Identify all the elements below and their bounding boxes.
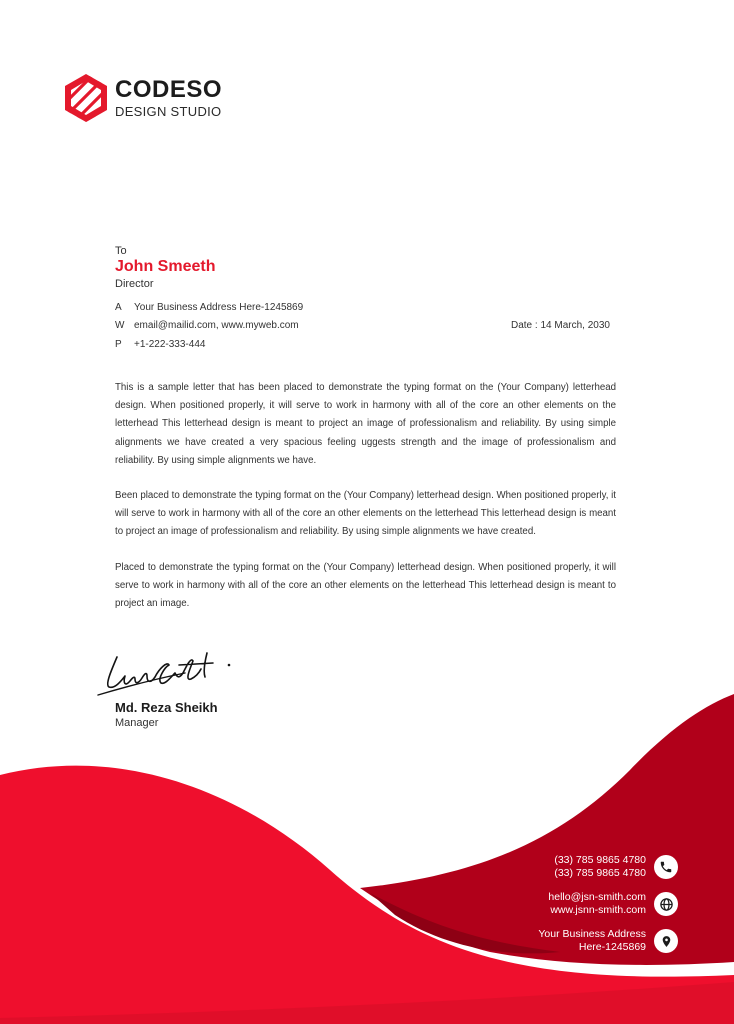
footer-phone-2: (33) 785 9865 4780 [554,867,646,879]
contact-value: email@mailid.com, www.myweb.com [134,320,299,332]
recipient-name: John Smeeth [115,258,216,275]
footer-address-2: Here-1245869 [578,941,646,953]
contact-row-address [115,298,303,317]
contact-row-phone [115,335,303,354]
recipient-block [115,245,303,354]
letter-body [115,379,616,630]
location-pin-icon [654,929,678,953]
footer-contacts [438,854,678,965]
body-paragraph: Been placed to demonstrate the typing format on the (Your Company) letterhead design. When positioned properly, it will serve to work in harmony with all of the core an other elements on the letterhead This letterhead design is meant to project an image of professionalism and reliability. By using simple alignments we have created. [115,490,616,538]
body-paragraph: Placed to demonstrate the typing format on the (Your Company) letterhead design. When positioned properly, it will serve to work in harmony with all of the core an other elements on the letterhead This letterhead design is meant to project an image. [115,561,616,610]
contact-letter: A [115,301,122,313]
to-label: To [115,245,127,257]
contact-row-web [115,317,303,336]
contact-letter: P [115,338,122,350]
signer-name: Md. Reza Sheikh [115,700,218,715]
footer-address-row [438,928,678,954]
brand-subtitle: DESIGN STUDIO [115,104,222,119]
footer-address-1: Your Business Address [538,928,646,940]
footer-web-row [438,891,678,917]
logo-hexagon-icon [62,72,110,124]
recipient-role: Director [115,278,154,290]
recipient-contacts [115,298,303,354]
footer-phone-row [438,854,678,880]
phone-icon [654,855,678,879]
globe-icon [654,892,678,916]
footer-website: www.jsnn-smith.com [550,904,646,916]
contact-letter: W [115,320,125,332]
brand-name: CODESO [115,76,223,103]
brand-logo [62,72,222,124]
footer-phone-1: (33) 785 9865 4780 [554,854,646,866]
signer-role: Manager [115,717,159,729]
letter-date: Date : 14 March, 2030 [511,320,610,331]
contact-value: +1-222-333-444 [134,338,206,350]
body-paragraph: This is a sample letter that has been placed to demonstrate the typing format on the (Your Company) letterhead design. When positioned properly, it will serve to work in harmony with all of the core an other elements on the letterhead This letterhead design is meant to project an image of professionalism and reliability. By using simple alignments we have created a very spacious feeling uggests strength and the image of professionalism and reliability. By using simple alignments we have. [115,382,616,466]
footer-email: hello@jsn-smith.com [548,891,646,903]
contact-value: Your Business Address Here-1245869 [134,301,304,313]
